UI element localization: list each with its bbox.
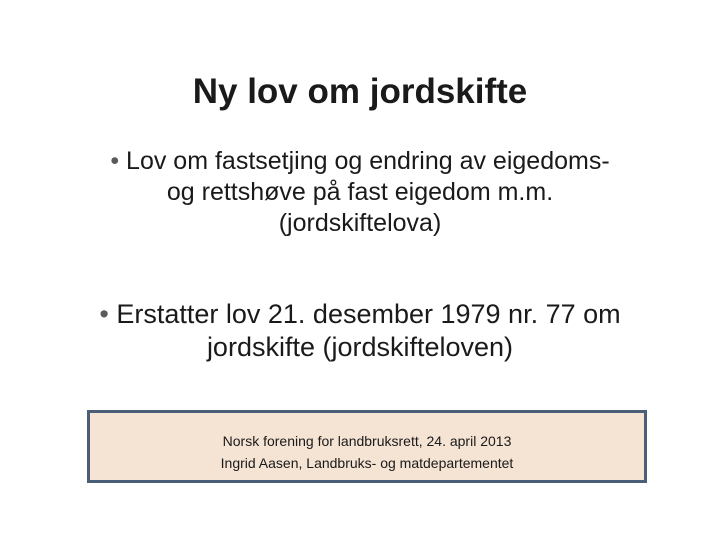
slide-title: Ny lov om jordskifte (192, 72, 528, 111)
bullet-item-1 (100, 146, 620, 239)
bullet-item-2 (90, 298, 630, 364)
bullet-marker: • (110, 147, 120, 175)
footer-author: Ingrid Aasen, Landbruks- og matdepartementet (220, 455, 514, 471)
bullet-text-2: Erstatter lov 21. desember 1979 nr. 77 om jordskifte (jordskifteloven) (116, 299, 621, 362)
footer-box (87, 410, 647, 483)
bullet-text-1: Lov om fastsetjing og endring av eigedoms- og rettshøve på fast eigedom m.m. (jordskiftelova) (126, 147, 610, 237)
bullet-marker: • (99, 299, 109, 329)
footer-organization-date: Norsk forening for landbruksrett, 24. april 2013 (222, 433, 512, 449)
